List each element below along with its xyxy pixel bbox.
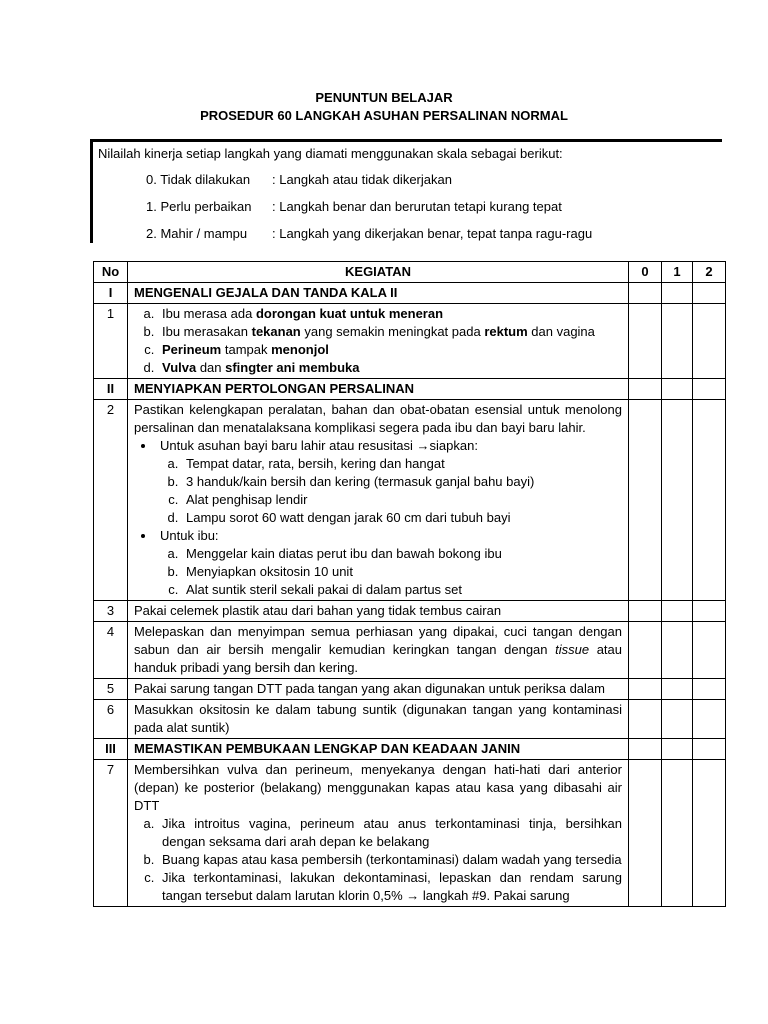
table-row [94,400,726,601]
step-number: 7 [94,760,128,907]
table-row [94,700,726,739]
checklist-table [93,261,726,907]
score-cell-0[interactable] [629,622,662,679]
section-number: II [94,379,128,400]
section-title: MENYIAPKAN PERTOLONGAN PERSALINAN [128,379,629,400]
score-cell-2[interactable] [693,700,726,739]
text-span: yang semakin meningkat pada [300,324,485,339]
bold-span: Perineum [162,342,222,357]
section-row [94,283,726,304]
list-item [158,305,622,323]
score-cell-0[interactable] [629,739,662,760]
list-item [158,323,622,341]
header-score-1: 1 [662,262,693,283]
step-intro: Pastikan kelengkapan peralatan, bahan dan obat-obatan esensial untuk menolong persalinan dan menatalaksana komplikasi segera pada ibu dan bayi baru lahir. [134,402,622,435]
score-cell-1[interactable] [662,283,693,304]
list-item: c. Jika terkontaminasi, lakukan dekontaminasi, lepaskan dan rendam sarung tangan tersebut dalam larutan klorin 0,5% → langkah #9. Pakai sarung [158,869,622,905]
step-number: 2 [94,400,128,601]
italic-span: tissue [555,642,590,657]
rating-scale-box [90,139,722,243]
header-kegiatan: KEGIATAN [128,262,629,283]
section-row [94,739,726,760]
step-sublist [134,305,622,377]
scale-key: 0. Tidak dilakukan [146,172,251,187]
scale-top-border [90,139,722,142]
list-item: a. Jika introitus vagina, perineum atau anus terkontaminasi tinja, bersihkan dengan seksama dari arah depan ke belakang [158,815,622,851]
scale-item-2 [146,226,592,241]
scale-item-0 [146,172,452,187]
score-cell-1[interactable] [662,379,693,400]
step-text: Masukkan oksitosin ke dalam tabung suntik (digunakan tangan yang kontaminasi pada alat suntik) [128,700,629,739]
score-cell-0[interactable] [629,760,662,907]
list-item: b. Buang kapas atau kasa pembersih (terkontaminasi) dalam wadah yang tersedia [158,851,622,869]
section-number: III [94,739,128,760]
score-cell-1[interactable] [662,760,693,907]
scale-key: 2. Mahir / mampu [146,226,248,241]
scale-intro: Nilailah kinerja setiap langkah yang diamati menggunakan skala sebagai berikut: [98,146,563,161]
score-cell-2[interactable] [693,283,726,304]
step-text: Pakai sarung tangan DTT pada tangan yang akan digunakan untuk periksa dalam [128,679,629,700]
step-text [128,304,629,379]
step-number: 4 [94,622,128,679]
section-number: I [94,283,128,304]
document-title: PENUNTUN BELAJAR [315,90,453,105]
score-cell-2[interactable] [693,304,726,379]
step-number: 5 [94,679,128,700]
list-item: c. Alat suntik steril sekali pakai di dalam partus set [182,581,622,599]
step-number: 1 [94,304,128,379]
score-cell-0[interactable] [629,601,662,622]
step-text [128,622,629,679]
scale-key: 1. Perlu perbaikan [146,199,252,214]
header-score-2: 2 [693,262,726,283]
score-cell-0[interactable] [629,700,662,739]
bullet-text: Untuk ibu: [160,528,219,543]
table-row [94,760,726,907]
score-cell-0[interactable] [629,304,662,379]
score-cell-1[interactable] [662,400,693,601]
scale-item-1 [146,199,562,214]
text-span: dan vagina [527,324,595,339]
bold-span: tekanan [251,324,301,339]
step-sublist [160,545,622,599]
text-span: Ibu merasakan [162,324,252,339]
bullet-text: Untuk asuhan bayi baru lahir atau resusitasi →siapkan: [160,438,478,453]
table-row [94,622,726,679]
list-item [158,341,622,359]
list-item [156,437,622,527]
table-header-row [94,262,726,283]
step-text [128,760,629,907]
step-intro: Membersihkan vulva dan perineum, menyekanya dengan hati-hati dari anterior (depan) ke posterior (belakang) menggunakan kapas atau kasa yang dibasahi air DTT [134,762,622,813]
score-cell-1[interactable] [662,739,693,760]
bold-span: Vulva [162,360,197,375]
score-cell-1[interactable] [662,601,693,622]
bold-span: menonjol [271,342,329,357]
text-span: Melepaskan dan menyimpan semua perhiasan yang dipakai, cuci tangan dengan sabun dan air bersih mengalir kemudian keringkan tangan dengan [134,624,622,657]
step-sublist [134,815,622,905]
header-no: No [94,262,128,283]
score-cell-1[interactable] [662,304,693,379]
section-title: MENGENALI GEJALA DAN TANDA KALA II [128,283,629,304]
text-span: atau handuk pribadi yang bersih dan kering. [134,642,622,675]
step-bullets [134,437,622,599]
bold-span: sfingter ani membuka [225,360,360,375]
score-cell-2[interactable] [693,679,726,700]
section-title: MEMASTIKAN PEMBUKAAN LENGKAP DAN KEADAAN JANIN [128,739,629,760]
list-item: d. Lampu sorot 60 watt dengan jarak 60 cm dari tubuh bayi [182,509,622,527]
text-span: Ibu merasa ada [162,306,256,321]
score-cell-1[interactable] [662,679,693,700]
text-span: dan [196,360,226,375]
scale-left-border [90,139,93,243]
table-row [94,679,726,700]
document-subtitle: PROSEDUR 60 LANGKAH ASUHAN PERSALINAN NORMAL [200,108,568,123]
step-text [128,400,629,601]
list-item: c. Alat penghisap lendir [182,491,622,509]
score-cell-0[interactable] [629,283,662,304]
score-cell-0[interactable] [629,379,662,400]
score-cell-2[interactable] [693,760,726,907]
score-cell-2[interactable] [693,739,726,760]
step-number: 6 [94,700,128,739]
text-span: tampak [221,342,272,357]
score-cell-2[interactable] [693,400,726,601]
scale-desc: : Langkah yang dikerjakan benar, tepat tanpa ragu-ragu [272,226,593,241]
step-sublist [160,455,622,527]
list-item [156,527,622,599]
list-item: b. Menyiapkan oksitosin 10 unit [182,563,622,581]
score-cell-0[interactable] [629,679,662,700]
score-cell-2[interactable] [693,601,726,622]
score-cell-2[interactable] [693,379,726,400]
bold-span: rektum [484,324,528,339]
header-score-0: 0 [629,262,662,283]
section-row [94,379,726,400]
scale-desc: : Langkah atau tidak dikerjakan [272,172,452,187]
score-cell-1[interactable] [662,700,693,739]
list-item: a. Tempat datar, rata, bersih, kering dan hangat [182,455,622,473]
step-number: 3 [94,601,128,622]
score-cell-1[interactable] [662,622,693,679]
score-cell-2[interactable] [693,622,726,679]
scale-desc: : Langkah benar dan berurutan tetapi kurang tepat [272,199,562,214]
score-cell-0[interactable] [629,400,662,601]
list-item: b. 3 handuk/kain bersih dan kering (termasuk ganjal bahu bayi) [182,473,622,491]
bold-span: dorongan kuat untuk meneran [255,306,444,321]
table-row [94,304,726,379]
table-row [94,601,726,622]
list-item [158,359,622,377]
list-item: a. Menggelar kain diatas perut ibu dan bawah bokong ibu [182,545,622,563]
step-text: Pakai celemek plastik atau dari bahan yang tidak tembus cairan [128,601,629,622]
